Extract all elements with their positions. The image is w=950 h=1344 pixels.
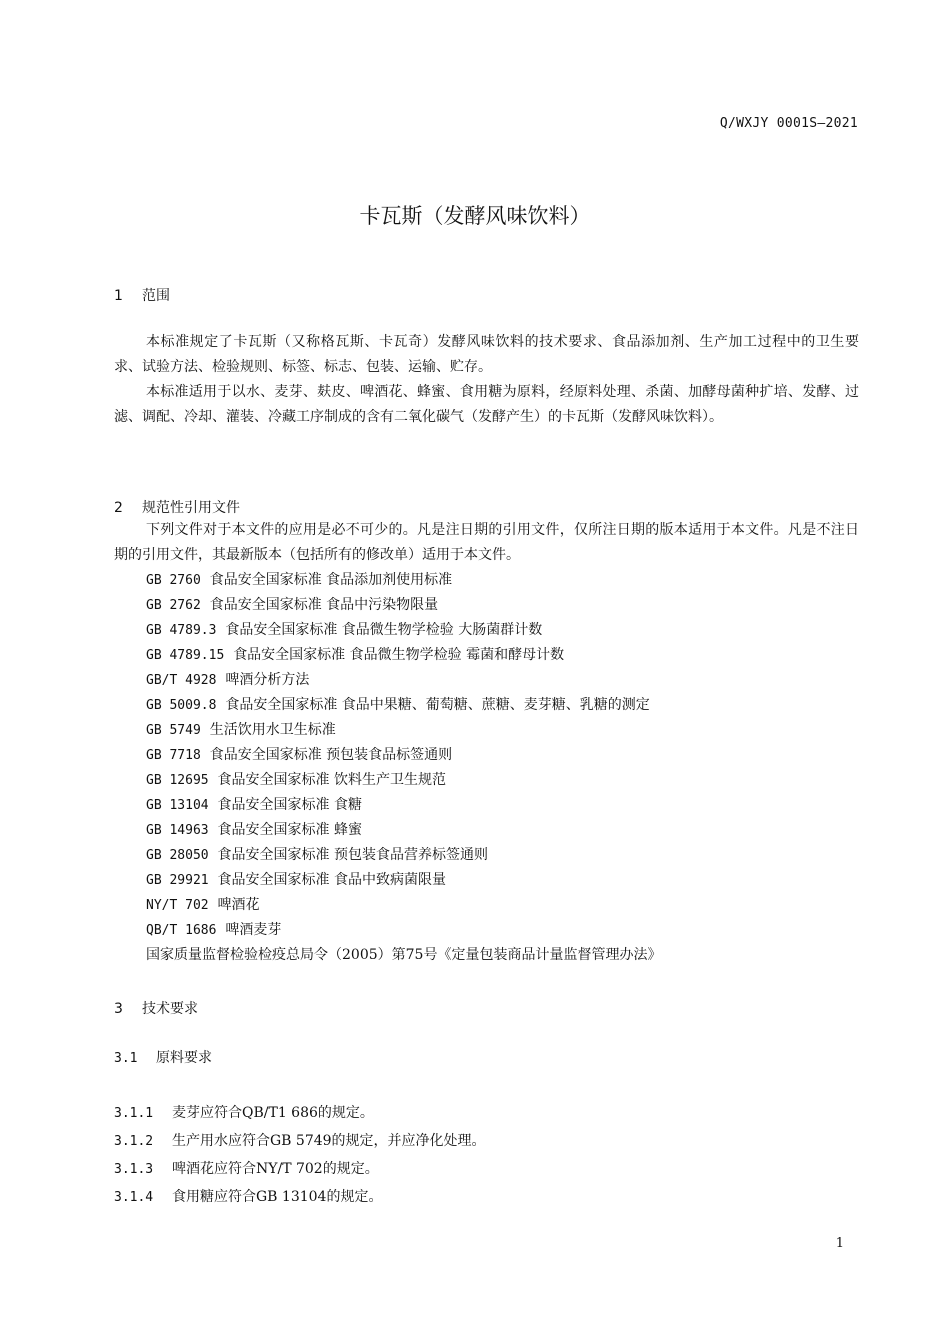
document-title: 卡瓦斯（发酵风味饮料） bbox=[359, 204, 591, 228]
subsection-heading bbox=[114, 1047, 212, 1067]
reference-item bbox=[146, 618, 661, 643]
reference-code: GB 5749 bbox=[146, 723, 201, 738]
reference-title: 食品安全国家标准 食品中污染物限量 bbox=[209, 597, 439, 613]
reference-title: 食品安全国家标准 预包装食品营养标签通则 bbox=[217, 847, 488, 863]
reference-item bbox=[146, 668, 661, 693]
section-2-heading bbox=[114, 497, 240, 517]
reference-item bbox=[146, 568, 661, 593]
section-title: 规范性引用文件 bbox=[142, 500, 240, 516]
reference-list bbox=[146, 568, 661, 968]
reference-item bbox=[146, 768, 661, 793]
reference-title: 食品安全国家标准 食品中果糖、葡萄糖、蔗糖、麦芽糖、乳糖的测定 bbox=[225, 697, 650, 713]
requirement-text: 生产用水应符合GB 5749的规定，并应净化处理。 bbox=[172, 1133, 486, 1149]
reference-code: NY/T 702 bbox=[146, 898, 209, 913]
reference-code: GB 4789.3 bbox=[146, 623, 217, 638]
scope-paragraph-1: 本标准规定了卡瓦斯（又称格瓦斯、卡瓦奇）发酵风味饮料的技术要求、食品添加剂、生产加工过程中的卫生要求、试验方法、检验规则、标签、标志、包装、运输、贮存。 bbox=[114, 334, 859, 375]
reference-title: 食品安全国家标准 食品微生物学检验 大肠菌群计数 bbox=[225, 622, 543, 638]
reference-item bbox=[146, 693, 661, 718]
reference-title: 食品安全国家标准 预包装食品标签通则 bbox=[209, 747, 453, 763]
reference-code: GB 4789.15 bbox=[146, 648, 225, 663]
requirement-item bbox=[114, 1158, 379, 1178]
requirement-number: 3.1.4 bbox=[114, 1190, 154, 1205]
reference-title: 食品安全国家标准 饮料生产卫生规范 bbox=[217, 772, 446, 788]
reference-item bbox=[146, 818, 661, 843]
reference-code: GB 28050 bbox=[146, 848, 209, 863]
requirement-number: 3.1.3 bbox=[114, 1162, 154, 1177]
document-code: Q/WXJY 0001S—2021 bbox=[719, 116, 858, 131]
requirement-item bbox=[114, 1102, 374, 1122]
subsection-number: 3.1 bbox=[114, 1051, 138, 1066]
reference-item bbox=[146, 718, 661, 743]
reference-title: 生活饮用水卫生标准 bbox=[209, 722, 336, 738]
section-number: 3 bbox=[114, 1001, 123, 1017]
reference-code: GB 7718 bbox=[146, 748, 201, 763]
section-number: 2 bbox=[114, 500, 123, 516]
requirement-item bbox=[114, 1130, 486, 1150]
reference-title: 食品安全国家标准 食品微生物学检验 霉菌和酵母计数 bbox=[233, 647, 565, 663]
reference-code: GB 29921 bbox=[146, 873, 209, 888]
reference-item bbox=[146, 593, 661, 618]
reference-item bbox=[146, 868, 661, 893]
requirement-text: 食用糖应符合GB 13104的规定。 bbox=[172, 1189, 383, 1205]
reference-code: GB 12695 bbox=[146, 773, 209, 788]
section-1-heading bbox=[114, 285, 170, 305]
reference-item bbox=[146, 643, 661, 668]
requirement-number: 3.1.2 bbox=[114, 1134, 154, 1149]
decree-reference: 国家质量监督检验检疫总局令（2005）第75号《定量包装商品计量监督管理办法》 bbox=[146, 947, 662, 963]
reference-item bbox=[146, 893, 661, 918]
reference-code: GB 14963 bbox=[146, 823, 209, 838]
reference-title: 啤酒分析方法 bbox=[225, 672, 310, 688]
reference-title: 食品安全国家标准 食品中致病菌限量 bbox=[217, 872, 446, 888]
requirement-text: 麦芽应符合QB/T1 686的规定。 bbox=[172, 1105, 374, 1121]
reference-code: GB/T 4928 bbox=[146, 673, 217, 688]
requirement-item bbox=[114, 1186, 382, 1206]
subsection-title: 原料要求 bbox=[156, 1050, 212, 1066]
reference-code: GB 2760 bbox=[146, 573, 201, 588]
reference-title: 啤酒麦芽 bbox=[225, 922, 282, 938]
reference-title: 啤酒花 bbox=[217, 897, 260, 913]
reference-code: GB 13104 bbox=[146, 798, 209, 813]
reference-code: QB/T 1686 bbox=[146, 923, 217, 938]
section-title: 技术要求 bbox=[142, 1001, 198, 1017]
section-title: 范围 bbox=[142, 288, 170, 304]
section-number: 1 bbox=[114, 288, 123, 304]
reference-code: GB 5009.8 bbox=[146, 698, 217, 713]
reference-code: GB 2762 bbox=[146, 598, 201, 613]
reference-title: 食品安全国家标准 蜂蜜 bbox=[217, 822, 362, 838]
references-intro: 下列文件对于本文件的应用是必不可少的。凡是注日期的引用文件，仅所注日期的版本适用于本文件。凡是不注日期的引用文件，其最新版本（包括所有的修改单）适用于本文件。 bbox=[114, 522, 859, 563]
reference-title: 食品安全国家标准 食糖 bbox=[217, 797, 362, 813]
page-number: 1 bbox=[835, 1236, 844, 1251]
reference-item bbox=[146, 843, 661, 868]
requirement-text: 啤酒花应符合NY/T 702的规定。 bbox=[172, 1161, 379, 1177]
scope-paragraph-2: 本标准适用于以水、麦芽、麸皮、啤酒花、蜂蜜、食用糖为原料，经原料处理、杀菌、加酵母菌种扩培、发酵、过滤、调配、冷却、灌装、冷藏工序制成的含有二氧化碳气（发酵产生）的卡瓦斯（发酵风味饮料）。 bbox=[114, 384, 859, 425]
reference-title: 食品安全国家标准 食品添加剂使用标准 bbox=[209, 572, 453, 588]
reference-item bbox=[146, 793, 661, 818]
reference-item bbox=[146, 743, 661, 768]
reference-item bbox=[146, 918, 661, 943]
section-3-heading bbox=[114, 998, 198, 1018]
requirement-number: 3.1.1 bbox=[114, 1106, 154, 1121]
